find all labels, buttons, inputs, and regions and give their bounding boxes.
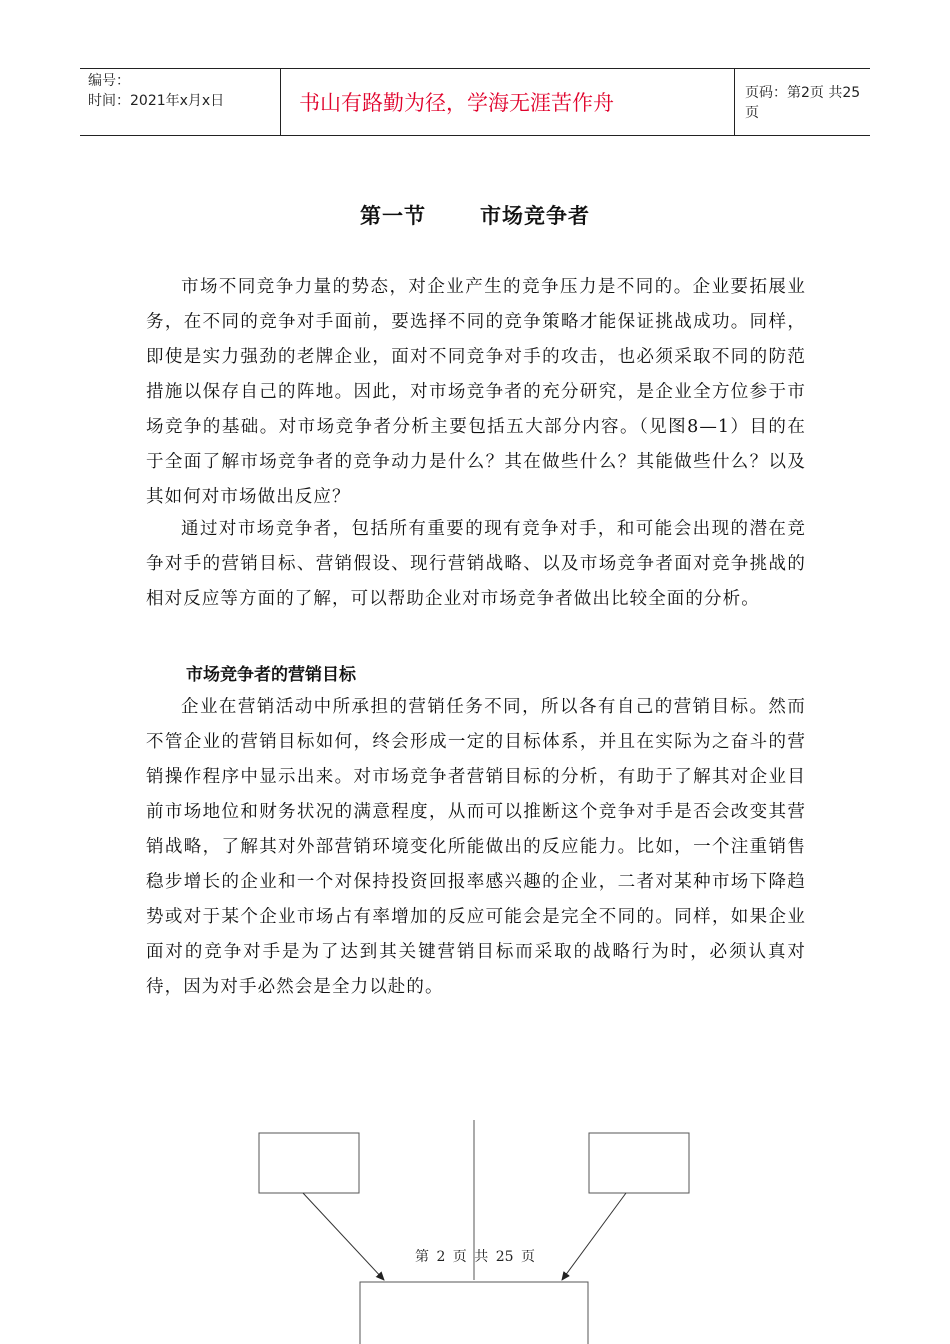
header-meta	[80, 69, 280, 135]
page-footer: 第 2 页 共 25 页	[415, 1249, 535, 1265]
section-name: 市场竞争者	[480, 204, 590, 228]
paragraph-marketing-goals	[146, 690, 806, 1005]
page-header	[80, 68, 870, 136]
paragraph-intro	[146, 270, 806, 515]
diagram-box-right	[589, 1133, 689, 1193]
section-number: 第一节	[360, 204, 426, 228]
section-title	[0, 200, 950, 230]
document-date-label: 时间：2021年x月x日	[88, 93, 225, 109]
paragraph-analysis	[146, 512, 806, 617]
header-page-info: 页码：第2页 共25页	[745, 85, 861, 121]
header-motto: 书山有路勤为径，学海无涯苦作舟	[280, 69, 735, 135]
diagram-box-left	[259, 1133, 359, 1193]
paragraph-text: 通过对市场竞争者，包括所有重要的现有竞争对手，和可能会出现的潜在竞争对手的营销目标、营销假设、现行营销战略、以及市场竞争者面对竞争挑战的相对反应等方面的了解，可以帮助企业对市场竞争者做出比较全面的分析。	[146, 519, 806, 609]
document-number-label: 编号：	[88, 73, 130, 89]
subsection-heading: 市场竞争者的营销目标	[186, 665, 356, 685]
paragraph-text: 市场不同竞争力量的势态，对企业产生的竞争压力是不同的。企业要拓展业务，在不同的竞争对手面前，要选择不同的竞争策略才能保证挑战成功。同样，即使是实力强劲的老牌企业，面对不同竞争对手的攻击，也必须采取不同的防范措施以保存自己的阵地。因此，对市场竞争者的充分研究，是企业全方位参于市场竞争的基础。对市场竞争者分析主要包括五大部分内容。（见图8—1）目的在于全面了解市场竞争者的竞争动力是什么？其在做些什么？其能做些什么？以及其如何对市场做出反应？	[146, 277, 806, 507]
diagram-box-center	[360, 1282, 588, 1344]
paragraph-text: 企业在营销活动中所承担的营销任务不同，所以各有自己的营销目标。然而不管企业的营销目标如何，终会形成一定的目标体系，并且在实际为之奋斗的营销操作程序中显示出来。对市场竞争者营销目标的分析，有助于了解其对企业目前市场地位和财务状况的满意程度，从而可以推断这个竞争对手是否会改变其营销战略，了解其对外部营销环境变化所能做出的反应能力。比如，一个注重销售稳步增长的企业和一个对保持投资回报率感兴趣的企业，二者对某种市场下降趋势或对于某个企业市场占有率增加的反应可能会是完全不同的。同样，如果企业面对的竞争对手是为了达到其关键营销目标而采取的战略行为时，必须认真对待，因为对手必然会是全力以赴的。	[146, 697, 806, 997]
diagram-arrow-right	[562, 1193, 626, 1280]
diagram-arrow-left	[303, 1193, 384, 1280]
